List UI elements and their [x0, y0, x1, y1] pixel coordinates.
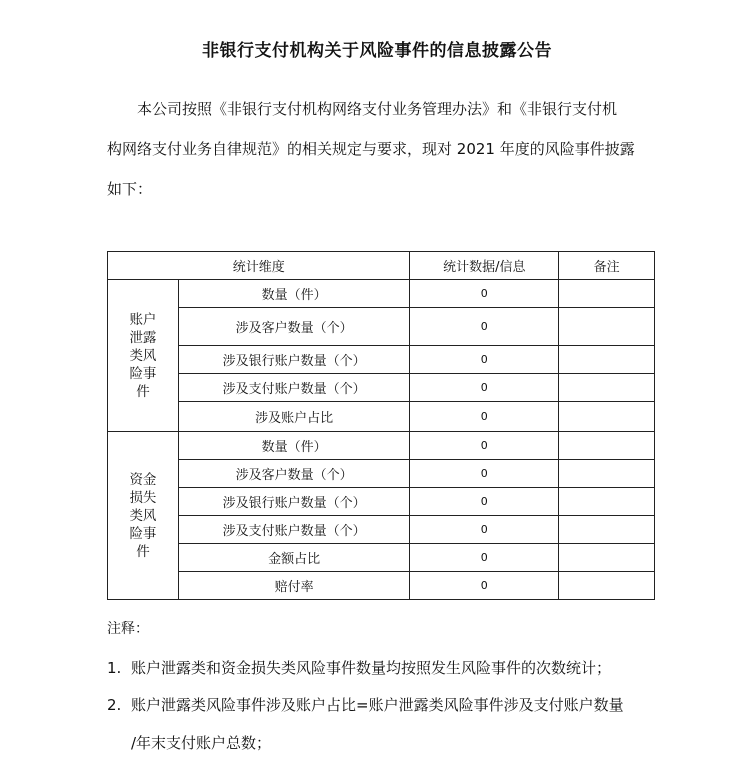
row-value: 0 — [410, 544, 559, 572]
row-value: 0 — [410, 488, 559, 516]
row-remark — [559, 346, 655, 374]
row-label: 数量（件） — [178, 280, 410, 308]
row-label: 涉及支付账户数量（个） — [178, 516, 410, 544]
row-remark — [559, 488, 655, 516]
row-label: 涉及支付账户数量（个） — [178, 374, 410, 402]
table-row — [108, 346, 655, 374]
category-account-leak — [108, 280, 179, 432]
row-value: 0 — [410, 516, 559, 544]
row-value: 0 — [410, 308, 559, 346]
row-label: 涉及银行账户数量（个） — [178, 346, 410, 374]
note-number: 2. — [107, 696, 122, 714]
category-fund-loss — [108, 432, 179, 600]
row-remark — [559, 374, 655, 402]
note-number: 1. — [107, 659, 122, 677]
category-line: 资金 — [129, 471, 157, 488]
table-row — [108, 460, 655, 488]
row-remark — [559, 572, 655, 600]
row-remark — [559, 432, 655, 460]
table-row — [108, 432, 655, 460]
note-item-2-continued: /年末支付账户总数； — [131, 734, 272, 752]
category-line: 类风 — [129, 347, 157, 364]
row-label: 涉及客户数量（个） — [178, 308, 410, 346]
category-line: 账户 — [129, 311, 157, 328]
intro-line-1-text: 本公司按照《非银行支付机构网络支付业务管理办法》和《非银行支付机 — [137, 100, 618, 118]
header-dimension: 统计维度 — [108, 252, 410, 280]
intro-line-2: 构网络支付业务自律规范》的相关规定与要求，现对 2021 年度的风险事件披露 — [107, 140, 635, 158]
table-row — [108, 374, 655, 402]
note-item-1 — [107, 657, 611, 678]
row-remark — [559, 516, 655, 544]
risk-event-table — [107, 251, 655, 600]
row-remark — [559, 402, 655, 432]
note-item-2 — [107, 694, 624, 715]
table-row — [108, 572, 655, 600]
category-line: 险事 — [129, 365, 157, 382]
row-value: 0 — [410, 280, 559, 308]
row-remark — [559, 280, 655, 308]
table-row — [108, 280, 655, 308]
row-label: 涉及银行账户数量（个） — [178, 488, 410, 516]
header-statistics: 统计数据/信息 — [410, 252, 559, 280]
category-line: 件 — [136, 383, 150, 400]
category-line: 泄露 — [129, 329, 157, 346]
intro-line-1 — [107, 89, 667, 129]
row-value: 0 — [410, 402, 559, 432]
row-remark — [559, 308, 655, 346]
row-value: 0 — [410, 432, 559, 460]
category-line: 件 — [136, 543, 150, 560]
notes-heading: 注释： — [107, 621, 149, 637]
table-header-row — [108, 252, 655, 280]
page-title: 非银行支付机构关于风险事件的信息披露公告 — [202, 41, 552, 61]
category-line: 险事 — [129, 525, 157, 542]
row-remark — [559, 460, 655, 488]
row-remark — [559, 544, 655, 572]
table-row — [108, 402, 655, 432]
row-label: 涉及客户数量（个） — [178, 460, 410, 488]
row-value: 0 — [410, 572, 559, 600]
header-remarks: 备注 — [559, 252, 655, 280]
category-line: 损失 — [129, 489, 157, 506]
table-row — [108, 488, 655, 516]
row-label: 数量（件） — [178, 432, 410, 460]
row-value: 0 — [410, 460, 559, 488]
note-text: 账户泄露类和资金损失类风险事件数量均按照发生风险事件的次数统计； — [131, 659, 612, 677]
row-value: 0 — [410, 346, 559, 374]
row-label: 赔付率 — [178, 572, 410, 600]
intro-line-3: 如下： — [107, 180, 153, 198]
table-row — [108, 516, 655, 544]
table-row — [108, 544, 655, 572]
row-label: 涉及账户占比 — [178, 402, 410, 432]
note-text: 账户泄露类风险事件涉及账户占比=账户泄露类风险事件涉及支付账户数量 — [131, 696, 624, 714]
category-line: 类风 — [129, 507, 157, 524]
row-value: 0 — [410, 374, 559, 402]
table-row — [108, 308, 655, 346]
row-label: 金额占比 — [178, 544, 410, 572]
